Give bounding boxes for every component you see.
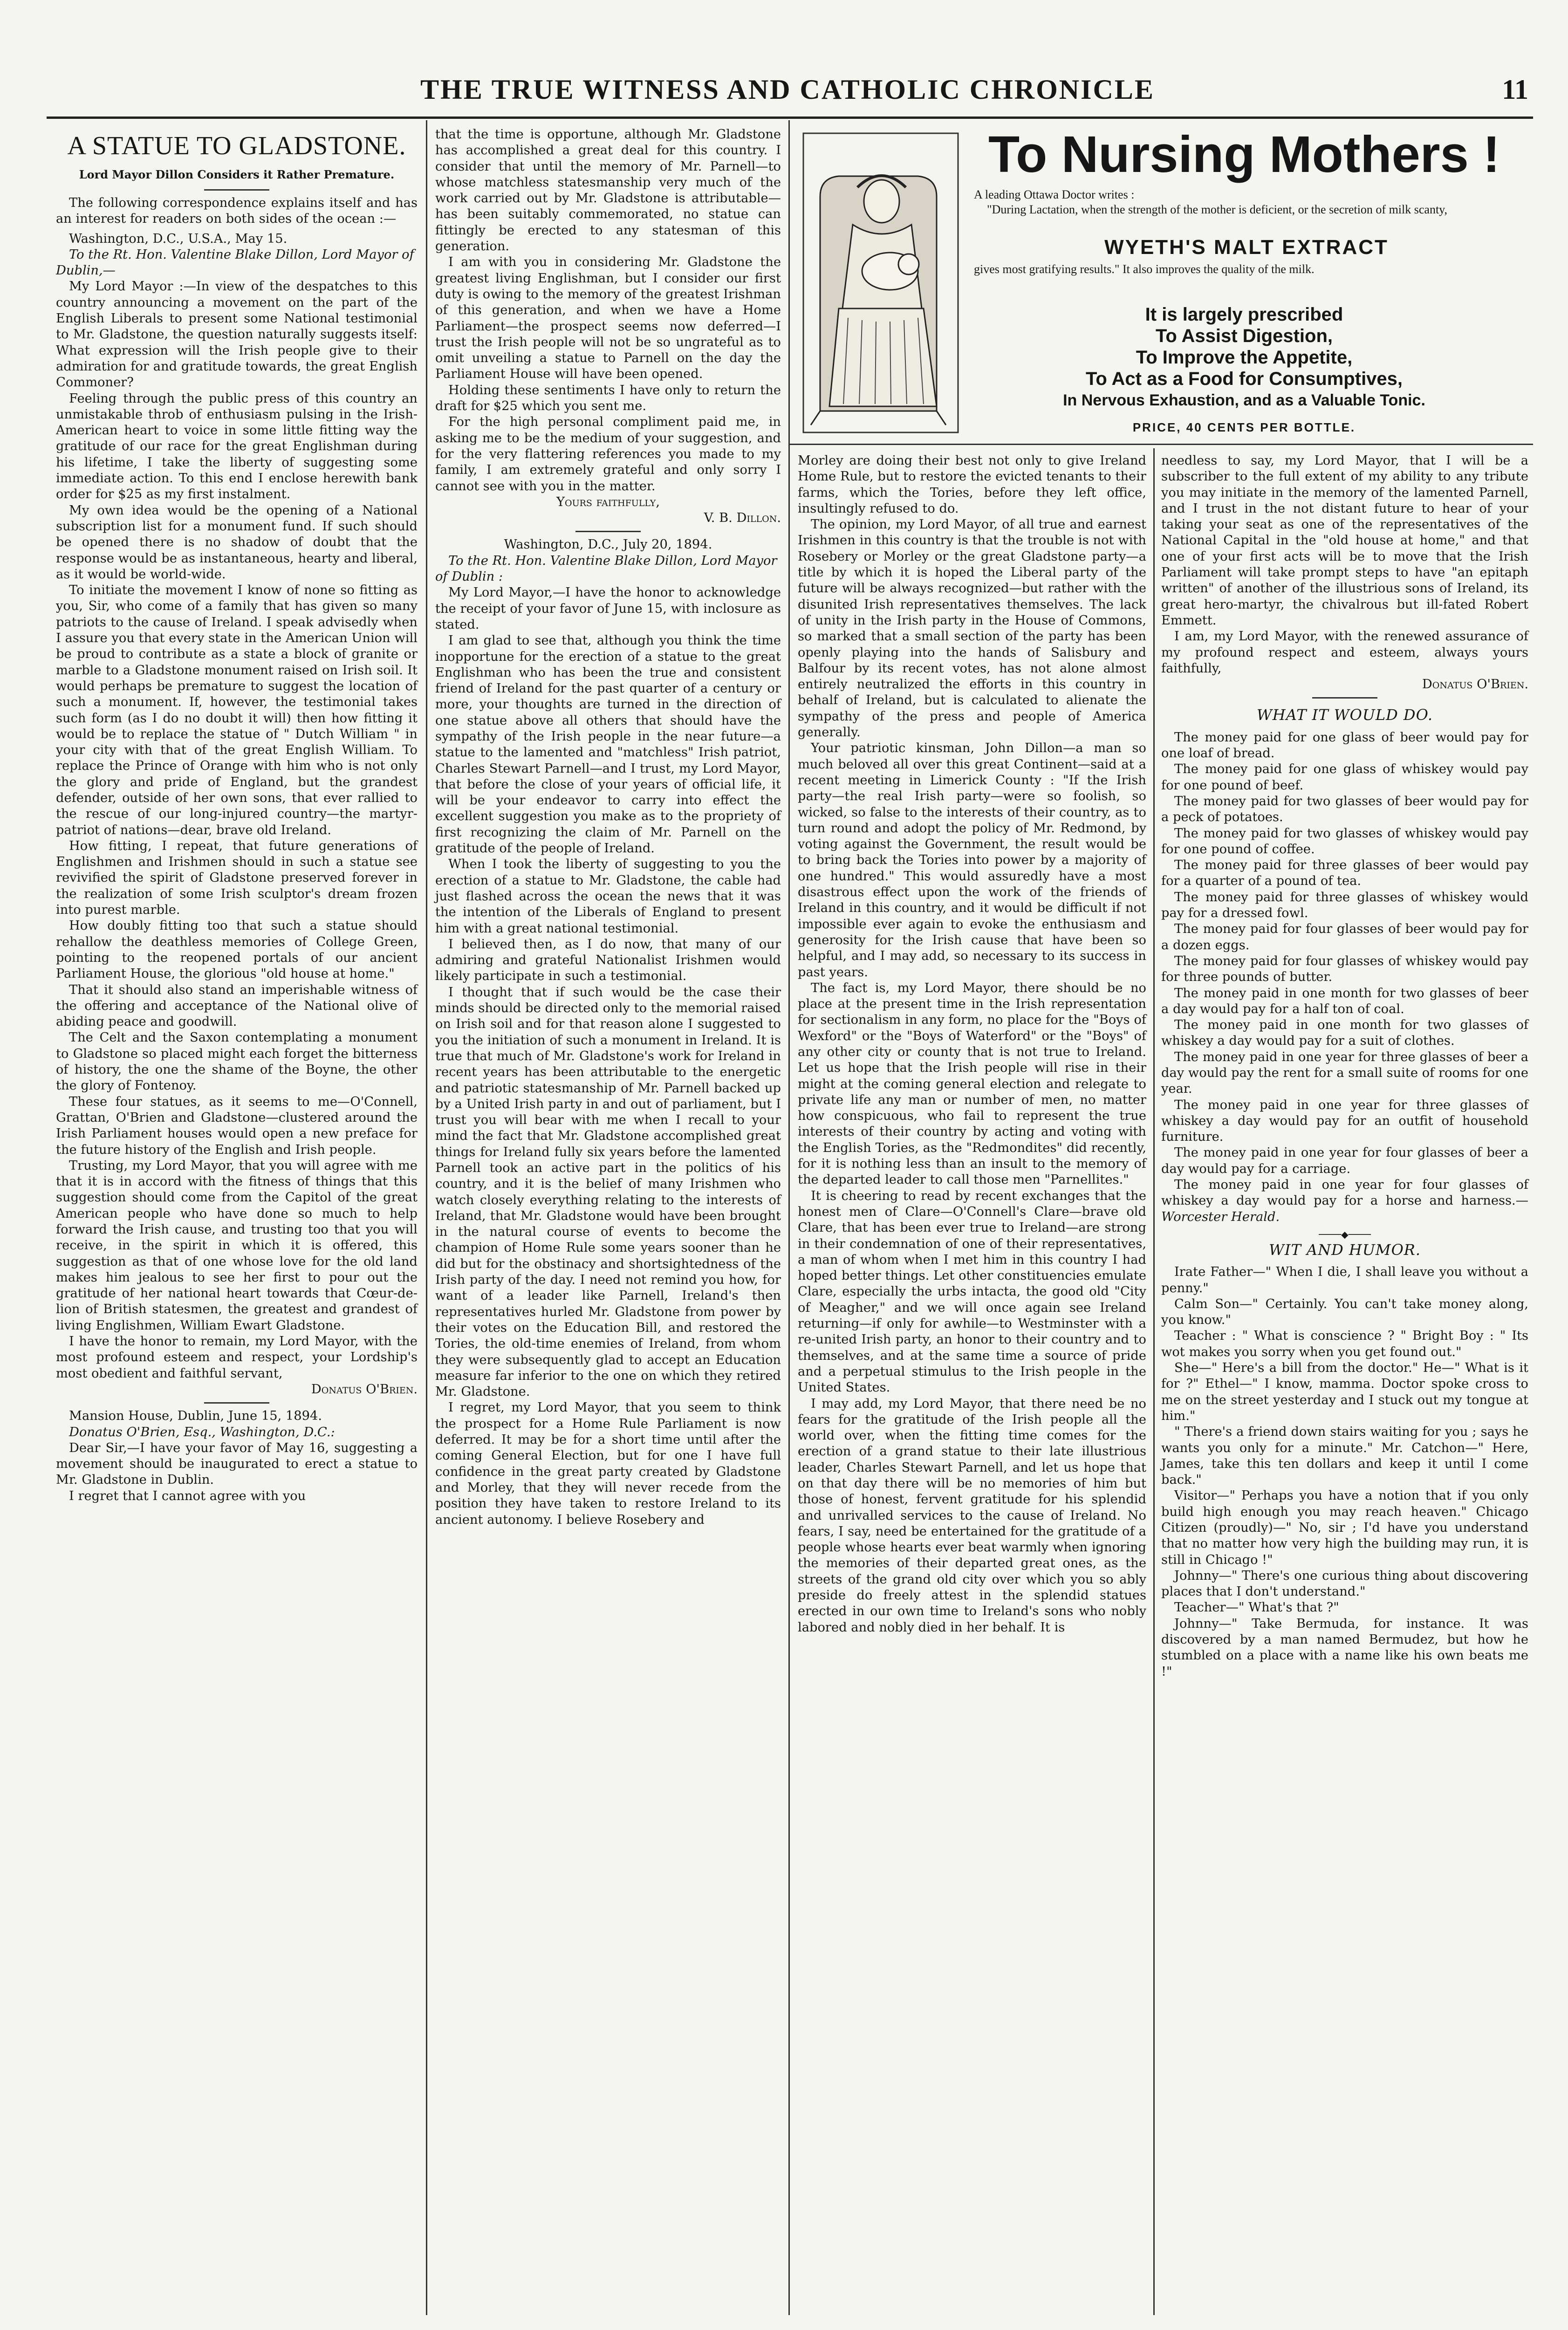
paragraph: Dear Sir,—I have your favor of May 16, suggesting a movement should be inaugurated to erect a statue to Mr. Gladstone in Dublin.	[56, 1440, 418, 1487]
column-divider	[788, 120, 790, 2315]
paragraph: I am with you in considering Mr. Gladstone the greatest living Englishman, but I consider our first duty is owing to the memory of the greatest Irishman of this generation, and when we have a Home Parliament—the prospect seems now deferred—I trust the Irish people will not be so ungrateful as to omit unveiling a statue to Parnell on the day the Parliament House will have been opened.	[435, 255, 781, 382]
paragraph: My Lord Mayor,—I have the honor to acknowledge the receipt of your favor of June 15, with inclosure as stated.	[435, 585, 781, 632]
list-item: The money paid for one glass of whiskey would pay for one pound of beef.	[1161, 762, 1528, 793]
paragraph: Trusting, my Lord Mayor, that you will agree with me that it is in accord with the fitness of things that this suggestion should come from the Capitol of the great American people who have done so much to help forward the Irish cause, and trusting too that you will receive, in the spirit in which it is offered, this suggestion as that of one whose love for the old land makes him jealous to see her first to pour out the gratitude of her national heart towards that Cœur-de-lion of British statesmen, the greatest and grandest of living Englishmen, William Ewart Gladstone.	[56, 1158, 418, 1333]
column-2	[435, 127, 781, 1528]
paragraph: I regret that I cannot agree with you	[69, 1488, 306, 1503]
joke: Visitor—" Perhaps you have a notion that if you only build high enough you may reach heaven." Chicago Citizen (proudly)—" No, sir ; I'd have you understand that no matter how very high the building may run, it is still in Chicago !"	[1161, 1488, 1528, 1567]
article-intro: The following correspondence explains itself and has an interest for readers on both sides of the ocean :—	[56, 196, 418, 226]
joke: Teacher : " What is conscience ? " Bright Boy : " Its wot makes you sorry when you get found out."	[1161, 1329, 1528, 1359]
source-credit: Worcester Herald.	[1161, 1209, 1280, 1224]
column-1	[56, 127, 418, 1504]
joke: Teacher—" What's that ?"	[1174, 1600, 1339, 1615]
joke: Irate Father—" When I die, I shall leave you without a penny."	[1161, 1265, 1528, 1295]
list-item: The money paid for four glasses of whiskey would pay for three pounds of butter.	[1161, 953, 1528, 985]
ad-product-name: WYETH'S MALT EXTRACT	[1104, 236, 1389, 259]
joke: Johnny—" Take Bermuda, for instance. It was discovered by a man named Bermudez, but how he stumbled on a place with a name like his own beats me !"	[1161, 1616, 1528, 1679]
paragraph: It is cheering to read by recent exchanges that the honest men of Clare—O'Connell's Clare—brave old Clare, that has been ever true to Ireland—are strong in their condemnation of one of their representatives, a man of whom when I met him in this country I had hoped better things. Let other constituencies emulate Clare, especially the urbs intacta, the good old "City of Meagher," and we will once again see Ireland returning—if only for awhile—to Westminster with a re-united Irish party, an honor to their country and to themselves, and at the same time a source of pride and a perpetual stimulus to the Irish people in the United States.	[798, 1188, 1146, 1395]
paragraph: I am, my Lord Mayor, with the renewed assurance of my profound respect and esteem, always yours faithfully,	[1161, 629, 1528, 676]
section-ornament: ────◆────	[1319, 1228, 1371, 1240]
paragraph: How doubly fitting too that such a statue should rehallow the deathless memories of College Green, pointing to the reopened portals of our ancient Parliament House, the glorious "old house at home."	[56, 918, 418, 981]
list-item: The money paid for three glasses of beer would pay for a quarter of a pound of tea.	[1161, 858, 1528, 889]
letter3-dateline: Washington, D.C., July 20, 1894.	[504, 537, 712, 552]
section-title-wit-and-humor: WIT AND HUMOR.	[1268, 1240, 1421, 1259]
letter1-address: To the Rt. Hon. Valentine Blake Dillon, Lord Mayor of Dublin,—	[56, 247, 414, 278]
ad-quote: "During Lactation, when the strength of the mother is deficient, or the secretion of milk scanty,	[987, 203, 1447, 216]
section-rule	[204, 189, 269, 191]
paragraph: I thought that if such would be the case their minds should be directed only to the memorial raised on Irish soil and for that reason alone I suggested to you the initiation of such a monument in Ireland. It is true that much of Mr. Gladstone's work for Ireland in recent years has been attributable to the energetic and patriotic statesmanship of Mr. Parnell backed up by a United Irish party in and out of parliament, but I trust you will bear with me when I recall to your mind the fact that Mr. Gladstone accomplished great things for Ireland fully six years before the lamented Parnell took an active part in the politics of his country, and it is the belief of many Irishmen who watch closely everything relating to the interests of Ireland, that Mr. Gladstone would have been brought in the natural course of events to become the champion of Home Rule some years sooner than he did but for the obstinacy and shortsightedness of the Irish party of the day. I need not remind you how, for want of a leader like Parnell, Ireland's then representatives hurled Mr. Gladstone from power by their votes on the Education Bill, and restored the Tories, the old-time enemies of Ireland, from whom they were subsequently glad to accept an Education measure far inferior to the one on which they retired Mr. Gladstone.	[435, 985, 781, 1399]
masthead-rule	[47, 116, 1533, 119]
list-item: The money paid in one month for two glasses of whiskey a day would pay for a suit of clothes.	[1161, 1018, 1528, 1048]
ad-intro: A leading Ottawa Doctor writes :	[974, 188, 1135, 201]
letter1-signature: Donatus O'Brien.	[311, 1382, 418, 1397]
joke: Calm Son—" Certainly. You can't take money along, you know."	[1161, 1296, 1528, 1328]
article-subtitle: Lord Mayor Dillon Considers it Rather Premature.	[79, 168, 395, 181]
paragraph: For the high personal compliment paid me, in asking me to be the medium of your suggestion, and for the very flattering references you made to my family, I am extremely grateful and only sorry I cannot see with you in the matter.	[435, 415, 781, 493]
paragraph: I am glad to see that, although you think the time inopportune for the erection of a statue to the great Englishman who has been the true and consistent friend of Ireland for the past quarter of a century or more, your thoughts are turned in the direction of one statue above all others that should have the sympathy of the Irish people in the near future—a statue to the lamented and "matchless" Irish patriot, Charles Stewart Parnell—and I trust, my Lord Mayor, that before the close of your years of official life, it will be your endeavor to carry into effect the excellent suggestion you make as to the propriety of first recognizing the claim of Mr. Parnell on the gratitude of the people of Ireland.	[435, 633, 781, 856]
paragraph: Feeling through the public press of this country an unmistakable throb of enthusiasm pulsing in the Irish-American heart to voice in some little fitting way the gratitude of our race for the great Englishman during his lifetime, I take the liberty of suggesting some immediate action. To this end I enclose herewith bank order for $25 as my first instalment.	[56, 391, 418, 502]
letter-separator	[204, 1402, 269, 1404]
list-item: The money paid for four glasses of beer would pay for a dozen eggs.	[1161, 922, 1528, 953]
paragraph: When I took the liberty of suggesting to you the erection of a statue to Mr. Gladstone, the cable had just flashed across the ocean the news that it was the intention of the Liberals of England to present him with a great national testimonial.	[435, 857, 781, 936]
nursing-mother-illustration	[801, 131, 960, 434]
joke: She—" Here's a bill from the doctor." He—" What is it for ?" Ethel—" I know, mamma. Doctor spoke cross to me on the street yesterday and I stuck out my tongue at him."	[1161, 1361, 1528, 1423]
list-item: The money paid for two glasses of whiskey would pay for one pound of coffee.	[1161, 826, 1528, 857]
paragraph: needless to say, my Lord Mayor, that I will be a subscriber to the full extent of my ability to any tribute you may initiate in the memory of the lamented Parnell, and I trust in the not distant future to hear of your taking your seat as one of the representatives of the National Capital in the "old house at home," and that one of your first acts will be to move that the Irish Parliament will take prompt steps to have "an epitaph written" of another of the illustrious sons of Ireland, its great hero-martyr, the chivalrous but ill-fated Robert Emmett.	[1161, 453, 1528, 628]
letter-separator	[575, 531, 641, 532]
paragraph: The opinion, my Lord Mayor, of all true and earnest Irishmen in this country is that the trouble is not with Rosebery or Morley or the great Gladstone party—a title by which it is hoped the Liberal party of the future will be always recognized—but rather with the disunited Irish representatives themselves. The lack of unity in the Irish party in the House of Commons, so marked that a small section of the party has been openly playing into the hands of Salisbury and Balfour by its recent votes, has not alone almost entirely neutralized the efforts in this country in behalf of Ireland, but is calculated to alienate the sympathy of the press and people of America generally.	[798, 517, 1146, 740]
paragraph: These four statues, as it seems to me—O'Connell, Grattan, O'Brien and Gladstone—clustered around the Irish Parliament houses would open a new preface for the future history of the English and Irish people.	[56, 1094, 418, 1157]
paragraph: I believed then, as I do now, that many of our admiring and grateful Nationalist Irishmen would likely participate in such a testimonial.	[435, 937, 781, 984]
section-title-what-it-would-do: WHAT IT WOULD DO.	[1256, 706, 1433, 724]
paragraph: That it should also stand an imperishable witness of the offering and acceptance of the National olive of abiding peace and goodwill.	[56, 982, 418, 1029]
masthead	[47, 70, 1528, 112]
ad-title: To Nursing Mothers !	[988, 126, 1500, 183]
paragraph: The Celt and the Saxon contemplating a monument to Gladstone so placed might each forget the bitterness of history, the one the shame of the Boyne, the other the glory of Fontenoy.	[56, 1030, 418, 1093]
newspaper-title: THE TRUE WITNESS AND CATHOLIC CHRONICLE	[420, 74, 1155, 105]
column-divider	[426, 120, 427, 2315]
paragraph: My Lord Mayor :—In view of the despatches to this country announcing a movement on the part of the English Liberals to present some National testimonial to Mr. Gladstone, the question naturally suggests itself: What expression will the Irish people give to their admiration for and gratitude towards, the great English Commoner?	[56, 279, 418, 390]
advertisement-bottom-rule	[788, 444, 1533, 445]
ad-result: gives most gratifying results." It also improves the quality of the milk.	[974, 262, 1315, 276]
joke: Johnny—" There's one curious thing about discovering places that I don't understand."	[1161, 1568, 1528, 1599]
letter2-address: Donatus O'Brien, Esq., Washington, D.C.:	[69, 1425, 335, 1439]
letter3-signature: Donatus O'Brien.	[1422, 677, 1528, 692]
paragraph: I regret, my Lord Mayor, that you seem to think the prospect for a Home Rule Parliament is now deferred. It may be for a short time until after the coming General Election, but for one I have full confidence in the great party created by Gladstone and Morley, that they will never recede from the position they have taken to restore Ireland to its ancient autonomy. I believe Rosebery and	[435, 1400, 781, 1527]
letter3-address: To the Rt. Hon. Valentine Blake Dillon, Lord Mayor of Dublin :	[435, 553, 777, 584]
advertisement-nursing-mothers	[792, 122, 1528, 443]
ad-claim: To Assist Digestion,	[1155, 326, 1333, 346]
list-item: The money paid for two glasses of beer would pay for a peck of potatoes.	[1161, 794, 1528, 825]
ad-claim: It is largely prescribed	[1145, 304, 1343, 325]
letter2-closing: Yours faithfully,	[556, 494, 660, 509]
ad-claim: To Act as a Food for Consumptives,	[1085, 369, 1403, 389]
paragraph: I may add, my Lord Mayor, that there need be no fears for the gratitude of the Irish people all the world over, when the fitting time comes for the erection of a grand statue to their late illustrious leader, Charles Stewart Parnell, and let us hope that on that day there will be no memories of him but those of honest, fervent gratitude for his splendid and unrivalled services to the cause of Ireland. No fears, I say, need be entertained for the gratitude of a people whose hearts ever beat warmly when ignoring the memories of their departed great ones, as the streets of the grand old city over which you so ably preside do freely attest in the splendid statues erected in our own time to Ireland's sons who nobly labored and nobly died in her behalf. It is	[798, 1396, 1146, 1635]
list-item	[1161, 1177, 1528, 1225]
paragraph: My own idea would be the opening of a National subscription list for a monument fund. If such should be opened there is no shadow of doubt that the response would be as instantaneous, hearty and liberal, as it would be world-wide.	[56, 503, 418, 582]
paragraph: Your patriotic kinsman, John Dillon—a man so much beloved all over this great Continent—said at a recent meeting in Limerick County : "If the Irish party—the real Irish party—were so foolish, so wicked, so false to the interests of their country, as to turn round and adopt the policy of Mr. Redmond, by voting against the Government, the result would be to bring back the Tories into power by a majority of one hundred." This would assuredly have a most disastrous effect upon the work of the friends of Ireland in this country, and it would be difficult if not impossible ever again to evoke the enthusiasm and generosity for the Irish cause that have been so helpful, and I may add, so necessary to its success in past years.	[798, 741, 1146, 980]
article-title: A STATUE TO GLADSTONE.	[67, 131, 406, 160]
section-rule	[1312, 697, 1377, 699]
paragraph: The fact is, my Lord Mayor, there should be no place at the present time in the Irish representation for sectionalism in any form, no place for the "Boys of Wexford" or the "Boys of Waterford" or the "Boys" of any other city or county that is not true to Ireland. Let us hope that the Irish people will rise in their might at the coming general election and relegate to private life any man or number of men, no matter how conspicuous, who fail to represent the true interests of their country by acting and voting with the English Tories, as the "Redmondites" did recently, for it is nothing less than an insult to the memory of the departed leader to call those men "Parnellites."	[798, 980, 1146, 1187]
ad-claim: In Nervous Exhaustion, and as a Valuable Tonic.	[1063, 391, 1425, 409]
paragraph: Holding these sentiments I have only to return the draft for $25 which you sent me.	[435, 383, 781, 414]
column-3	[798, 453, 1146, 1636]
column-4	[1161, 453, 1528, 1680]
page-number: 11	[1502, 74, 1528, 105]
ad-claim: To Improve the Appetite,	[1136, 347, 1353, 368]
paragraph: I have the honor to remain, my Lord Mayor, with the most profound esteem and respect, your Lordship's most obedient and faithful servant,	[56, 1334, 418, 1381]
paragraph: How fitting, I repeat, that future generations of Englishmen and Irishmen should in such a statue see revivified the spirit of Gladstone preserved forever in the realization of some Irish sculptor's dream frozen into purest marble.	[56, 838, 418, 918]
list-item: The money paid for one glass of beer would pay for one loaf of bread.	[1161, 730, 1528, 761]
letter1-dateline: Washington, D.C., U.S.A., May 15.	[69, 231, 288, 246]
list-item-text: The money paid in one year for four glasses of whiskey a day would pay for a horse and harness.—	[1161, 1178, 1528, 1208]
paragraph: To initiate the movement I know of none so fitting as you, Sir, who come of a family that has given so many patriots to the cause of Ireland. I speak advisedly when I assure you that every state in the American Union will be proud to contribute as a state a block of granite or marble to a Gladstone monument raised on Irish soil. It would perhaps be premature to suggest the location of such a monument. If, however, the testimonial takes such form (as I do no doubt it will) then how fitting it would be to replace the statue of " Dutch William " in your city with that of the great English William. To replace the Prince of Orange with him who is not only the glory and pride of England, but the grandest defender, outside of her own sons, that ever rallied to the rescue of our long-injured country—the martyr-patriot of nations—dear, brave old Ireland.	[56, 583, 418, 837]
list-item: The money paid in one year for four glasses of beer a day would pay for a carriage.	[1161, 1145, 1528, 1176]
joke: " There's a friend down stairs waiting for you ; says he wants you only for a minute." Mr. Catchon—" Here, James, take this ten dollars and keep it until I come back."	[1161, 1425, 1528, 1487]
paragraph: that the time is opportune, although Mr. Gladstone has accomplished a great deal for this country. I consider that until the memory of Mr. Parnell—to whose matchless statesmanship very much of the work carried out by Mr. Gladstone is attributable—has been suitably commemorated, no statue can fittingly be erected to any statesman of this generation.	[435, 127, 781, 254]
list-item: The money paid in one month for two glasses of beer a day would pay for a half ton of coal.	[1161, 986, 1528, 1016]
column-divider	[1153, 448, 1155, 2315]
list-item: The money paid in one year for three glasses of beer a day would pay the rent for a small suite of rooms for one year.	[1161, 1049, 1528, 1096]
list-item: The money paid in one year for three glasses of whiskey a day would pay for an outfit of household furniture.	[1161, 1097, 1528, 1144]
paragraph: Morley are doing their best not only to give Ireland Home Rule, but to restore the evicted tenants to their farms, which the Tories, before they left office, insultingly refused to do.	[798, 453, 1146, 516]
ad-price: PRICE, 40 CENTS PER BOTTLE.	[1132, 420, 1356, 434]
list-item: The money paid for three glasses of whiskey would pay for a dressed fowl.	[1161, 890, 1528, 921]
letter2-dateline: Mansion House, Dublin, June 15, 1894.	[69, 1409, 322, 1424]
letter2-signature: V. B. Dillon.	[704, 511, 781, 526]
